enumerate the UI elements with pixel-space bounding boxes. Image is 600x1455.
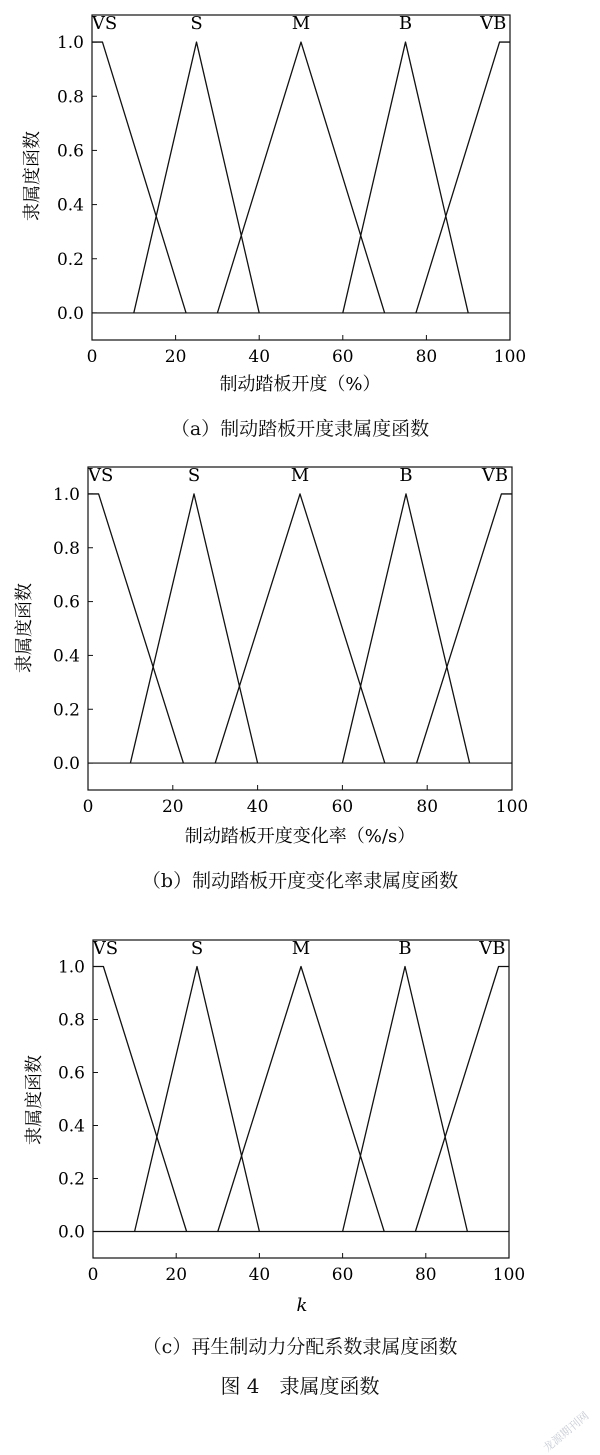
x-tick-label: 100: [493, 347, 527, 367]
y-tick-label: 0.8: [56, 87, 84, 108]
plot-frame: [92, 15, 510, 340]
x-tick-label: 0: [82, 797, 94, 817]
x-axis-label: k: [296, 1295, 308, 1316]
x-tick-label: 100: [495, 797, 529, 817]
plot-area: [57, 13, 526, 367]
series-s-line: [134, 42, 259, 313]
series-vs-line: [92, 42, 186, 313]
series-label-vs: VS: [92, 938, 119, 959]
plot-area: [58, 938, 525, 1285]
series-b-line: [343, 967, 468, 1232]
series-label-vb: VB: [481, 465, 509, 486]
x-tick-label: 100: [492, 1265, 526, 1285]
y-axis-label: 隶属度函数: [22, 131, 43, 221]
series-label-m: M: [291, 13, 311, 34]
chart-b: [0, 452, 600, 852]
x-tick-label: 20: [164, 347, 187, 367]
series-vs-line: [93, 967, 187, 1232]
chart-c: [0, 924, 600, 1324]
y-tick-label: 0.6: [57, 1063, 85, 1084]
plot-area: [53, 465, 528, 817]
series-b-line: [342, 494, 469, 763]
x-tick-label: 60: [331, 797, 354, 817]
x-tick-label: 40: [248, 347, 271, 367]
series-s-line: [135, 967, 260, 1232]
y-tick-label: 0.0: [57, 1222, 85, 1243]
series-label-vs: VS: [91, 13, 118, 34]
x-tick-label: 60: [331, 347, 354, 367]
series-s-line: [130, 494, 257, 763]
y-tick-label: 0.6: [56, 141, 84, 162]
y-tick-label: 0.4: [52, 646, 80, 667]
x-tick-label: 60: [331, 1265, 354, 1285]
x-tick-label: 40: [246, 797, 269, 817]
y-tick-label: 0.2: [56, 249, 84, 270]
plot-frame: [88, 467, 512, 790]
figure-title: 图 4 隶属度函数: [220, 1374, 380, 1398]
series-label-m: M: [290, 465, 310, 486]
x-tick-label: 20: [165, 1265, 188, 1285]
series-label-s: S: [190, 13, 203, 34]
series-label-vb: VB: [480, 13, 507, 34]
y-tick-label: 1.0: [52, 484, 80, 505]
y-tick-label: 0.0: [52, 754, 80, 775]
y-tick-label: 0.8: [57, 1010, 85, 1031]
series-label-s: S: [187, 465, 201, 486]
x-tick-label: 80: [414, 1265, 437, 1285]
x-tick-label: 80: [416, 797, 439, 817]
y-tick-label: 0.8: [52, 538, 80, 559]
y-tick-label: 0.2: [52, 700, 80, 721]
plot-frame: [93, 940, 509, 1258]
x-tick-label: 0: [87, 1265, 99, 1285]
x-axis-label: 制动踏板开度变化率（%/s）: [184, 826, 416, 847]
series-label-s: S: [190, 938, 204, 959]
x-axis-label: 制动踏板开度（%）: [219, 374, 381, 395]
series-m-line: [218, 967, 384, 1232]
y-tick-label: 0.4: [57, 1116, 85, 1137]
series-label-b: B: [399, 465, 413, 486]
series-label-b: B: [398, 13, 413, 34]
series-vb-line: [415, 967, 509, 1232]
series-vb-line: [416, 42, 510, 313]
series-m-line: [217, 42, 384, 313]
y-axis-label: 隶属度函数: [24, 1055, 45, 1145]
caption-c: （c）再生制动力分配系数隶属度函数: [142, 1336, 458, 1358]
series-b-line: [343, 42, 468, 313]
y-tick-label: 0.4: [56, 195, 84, 216]
series-m-line: [215, 494, 385, 763]
series-label-m: M: [291, 938, 311, 959]
caption-b: （b）制动踏板开度变化率隶属度函数: [141, 870, 459, 892]
y-tick-label: 0.2: [57, 1169, 85, 1190]
watermark: 龙源期刊网: [540, 1409, 592, 1455]
y-tick-label: 0.6: [52, 592, 80, 613]
y-tick-label: 1.0: [57, 957, 85, 978]
series-label-b: B: [398, 938, 412, 959]
y-tick-label: 1.0: [56, 33, 84, 54]
y-tick-label: 0.0: [56, 303, 84, 324]
series-label-vs: VS: [88, 465, 114, 486]
y-axis-label: 隶属度函数: [14, 583, 35, 673]
x-tick-label: 80: [415, 347, 438, 367]
x-tick-label: 20: [161, 797, 184, 817]
series-vb-line: [417, 494, 512, 763]
chart-a: [0, 0, 600, 400]
x-tick-label: 0: [86, 347, 98, 367]
series-label-vb: VB: [479, 938, 506, 959]
caption-a: （a）制动踏板开度隶属度函数: [170, 418, 430, 440]
series-vs-line: [88, 494, 183, 763]
x-tick-label: 40: [248, 1265, 271, 1285]
